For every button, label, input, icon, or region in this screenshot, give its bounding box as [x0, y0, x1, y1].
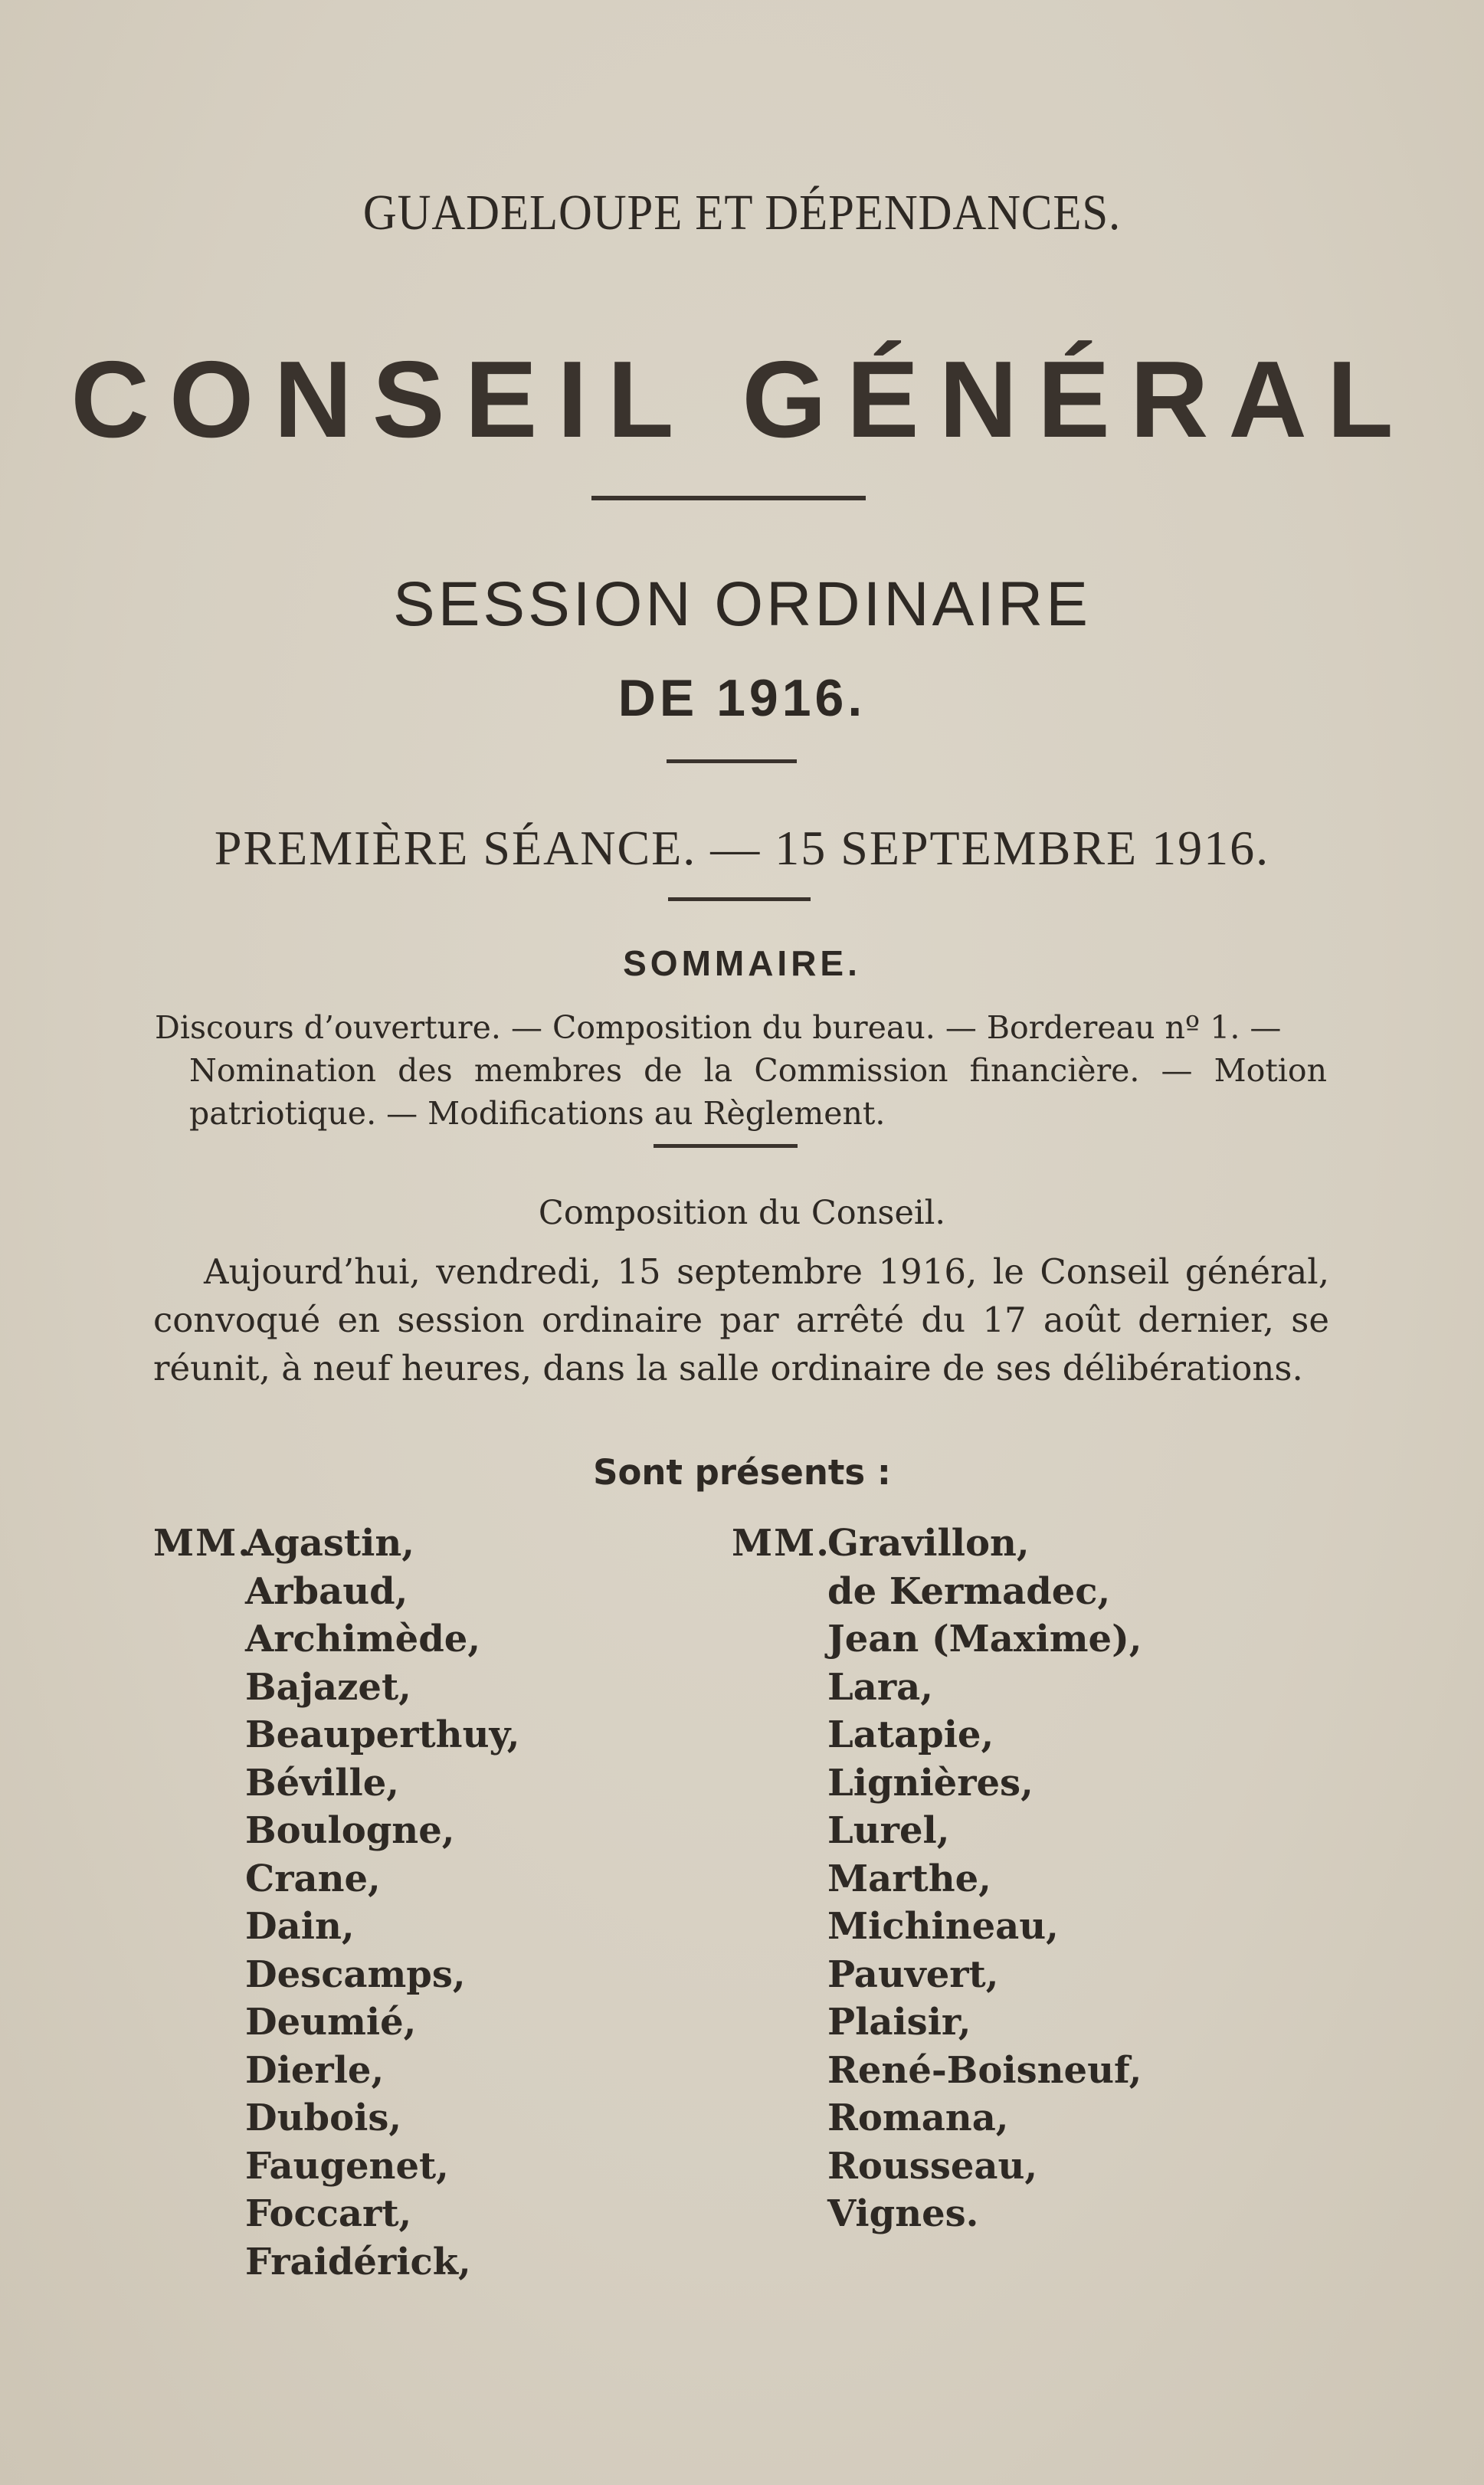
divider — [591, 496, 866, 500]
member-name: Latapie, — [827, 1713, 994, 1756]
divider — [667, 759, 797, 763]
member-name: Gravillon, — [827, 1522, 1030, 1565]
member-name: Lignières, — [827, 1761, 1034, 1805]
member-name: Lurel, — [827, 1809, 950, 1852]
member-name: Archimède, — [245, 1618, 481, 1660]
divider — [654, 1144, 798, 1148]
members-list-left — [153, 1520, 690, 2286]
member-name: Dain, — [245, 1905, 355, 1948]
member-name: Boulogne, — [245, 1809, 455, 1852]
seance-heading: PREMIÈRE SÉANCE. — 15 SEPTEMBRE 1916. — [214, 821, 1270, 875]
member-name: Dierle, — [245, 2048, 385, 2092]
region-heading: GUADELOUPE ET DÉPENDANCES. — [362, 185, 1122, 241]
member-name: Crane, — [245, 1857, 381, 1900]
member-name: Michineau, — [827, 1905, 1059, 1948]
member-name: Deumié, — [245, 2001, 417, 2044]
member-name: Agastin, — [245, 1522, 414, 1565]
member-name: René-Boisneuf, — [827, 2048, 1142, 2092]
member-name: Lara, — [827, 1665, 933, 1709]
member-name: de Kermadec, — [827, 1569, 1111, 1613]
document-title: CONSEIL GÉNÉRAL — [70, 339, 1414, 461]
member-name: Dubois, — [245, 2097, 402, 2139]
presents-heading: Sont présents : — [593, 1452, 891, 1493]
member-name: Rousseau, — [827, 2144, 1038, 2188]
session-heading: SESSION ORDINAIRE — [393, 569, 1091, 639]
member-name: Faugenet, — [245, 2144, 449, 2188]
member-name: Beauperthuy, — [245, 1713, 520, 1756]
sommaire-line-first: Discours d’ouverture. — Composition du bureau. — Bordereau nº 1. — — [155, 1009, 1282, 1046]
member-name: Plaisir, — [827, 2001, 971, 2044]
member-name: Vignes. — [827, 2192, 979, 2235]
members-prefix: MM. — [732, 1522, 830, 1565]
member-name: Arbaud, — [245, 1569, 408, 1613]
member-name: Romana, — [827, 2097, 1009, 2139]
session-year: DE 1916. — [618, 669, 866, 727]
composition-paragraph: Aujourd’hui, vendredi, 15 septembre 1916, le Conseil général, convoqué en session ordinaire par arrêté du 17 août dernier, se réunit, à neuf heures, dans la salle ordinaire de ses délibérations. — [153, 1251, 1329, 1388]
member-name: Foccart, — [245, 2192, 412, 2235]
members-left — [153, 1520, 690, 2286]
divider — [668, 897, 811, 901]
members-right — [732, 1520, 1329, 2238]
members-list-right — [732, 1520, 1329, 2238]
member-name: Fraidérick, — [245, 2240, 471, 2283]
member-name: Bajazet, — [245, 1665, 411, 1709]
member-name: Marthe, — [827, 1857, 991, 1900]
sommaire-heading: SOMMAIRE. — [623, 943, 861, 983]
member-name: Jean (Maxime), — [827, 1618, 1142, 1660]
composition-heading: Composition du Conseil. — [538, 1194, 946, 1232]
sommaire-line-rest: Nomination des membres de la Commission financière. — Motion patriotique. — Modifications au Règlement. — [189, 1052, 1327, 1132]
member-name: Descamps, — [245, 1952, 466, 1996]
member-name: Pauvert, — [827, 1952, 999, 1996]
member-name: Béville, — [245, 1761, 399, 1805]
members-prefix: MM. — [153, 1522, 252, 1565]
sommaire-text — [155, 1006, 1327, 1135]
